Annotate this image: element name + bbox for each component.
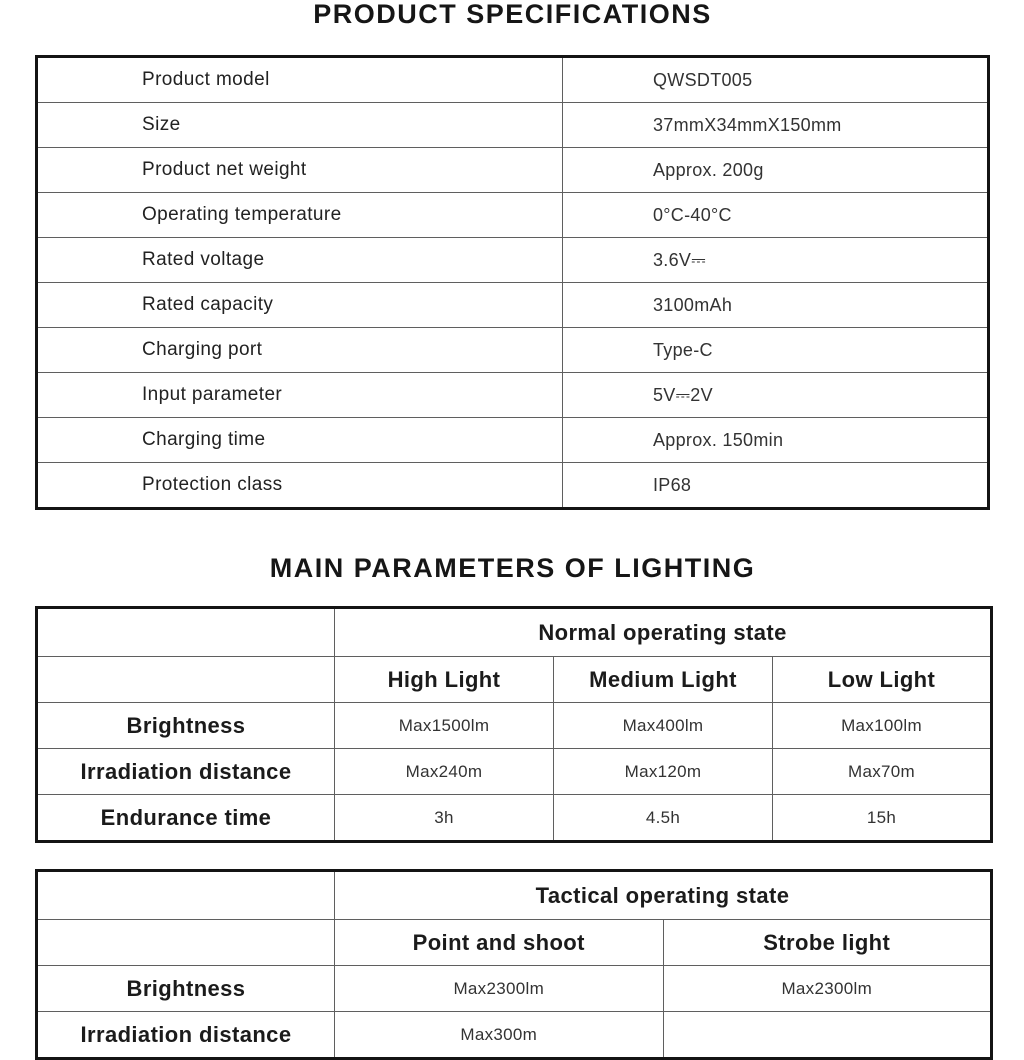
spec-value: IP68 (563, 463, 989, 509)
spec-sheet-page (35, 0, 990, 1060)
spec-label: Product net weight (37, 148, 563, 193)
table-row (37, 749, 992, 795)
spec-value: 37mmX34mmX150mm (563, 103, 989, 148)
spec-value: 5V⎓2V (563, 373, 989, 418)
cell-value: Max1500lm (335, 703, 554, 749)
spec-value: Type-C (563, 328, 989, 373)
table-row (37, 795, 992, 842)
spec-label: Operating temperature (37, 193, 563, 238)
cell-value: 15h (773, 795, 992, 842)
cell-value: Max2300lm (663, 966, 992, 1012)
spec-value: 3.6V⎓ (563, 238, 989, 283)
cell-value (663, 1012, 992, 1059)
tactical-operating-table (35, 869, 993, 1060)
spec-value: Approx. 150min (563, 418, 989, 463)
cell-value: 3h (335, 795, 554, 842)
normal-operating-table (35, 606, 993, 843)
table-row (37, 608, 992, 657)
spec-label: Charging time (37, 418, 563, 463)
spec-value: Approx. 200g (563, 148, 989, 193)
row-label: Endurance time (37, 795, 335, 842)
spec-value: QWSDT005 (563, 57, 989, 103)
cell-value: Max240m (335, 749, 554, 795)
table-row (37, 463, 989, 509)
table-row (37, 703, 992, 749)
cell-value: Max120m (554, 749, 773, 795)
spec-label: Size (37, 103, 563, 148)
table-row (37, 238, 989, 283)
column-header: Point and shoot (335, 920, 664, 966)
blank-cell (37, 871, 335, 920)
table-row (37, 418, 989, 463)
blank-cell (37, 920, 335, 966)
table-row (37, 103, 989, 148)
row-label: Irradiation distance (37, 1012, 335, 1059)
spec-value: 0°C-40°C (563, 193, 989, 238)
row-label: Brightness (37, 703, 335, 749)
cell-value: Max400lm (554, 703, 773, 749)
group-header: Normal operating state (335, 608, 992, 657)
table-row (37, 283, 989, 328)
spec-label: Input parameter (37, 373, 563, 418)
cell-value: Max300m (335, 1012, 664, 1059)
row-label: Brightness (37, 966, 335, 1012)
table-row (37, 373, 989, 418)
column-header: High Light (335, 657, 554, 703)
spec-label: Charging port (37, 328, 563, 373)
section-title-lighting: MAIN PARAMETERS OF LIGHTING (269, 553, 756, 583)
spec-label: Rated capacity (37, 283, 563, 328)
spec-label: Protection class (37, 463, 563, 509)
table-row (37, 193, 989, 238)
cell-value: 4.5h (554, 795, 773, 842)
table-row (37, 871, 992, 920)
column-header: Medium Light (554, 657, 773, 703)
table-row (37, 1012, 992, 1059)
group-header: Tactical operating state (335, 871, 992, 920)
table-row (37, 148, 989, 193)
blank-cell (37, 657, 335, 703)
table-row (37, 328, 989, 373)
table-row (37, 57, 989, 103)
spec-label: Rated voltage (37, 238, 563, 283)
table-row (37, 657, 992, 703)
spec-value: 3100mAh (563, 283, 989, 328)
product-spec-table (35, 55, 990, 510)
cell-value: Max2300lm (335, 966, 664, 1012)
table-row (37, 920, 992, 966)
blank-cell (37, 608, 335, 657)
column-header: Strobe light (663, 920, 992, 966)
table-row (37, 966, 992, 1012)
page-title: PRODUCT SPECIFICATIONS (313, 0, 712, 29)
cell-value: Max100lm (773, 703, 992, 749)
column-header: Low Light (773, 657, 992, 703)
cell-value: Max70m (773, 749, 992, 795)
spec-label: Product model (37, 57, 563, 103)
row-label: Irradiation distance (37, 749, 335, 795)
